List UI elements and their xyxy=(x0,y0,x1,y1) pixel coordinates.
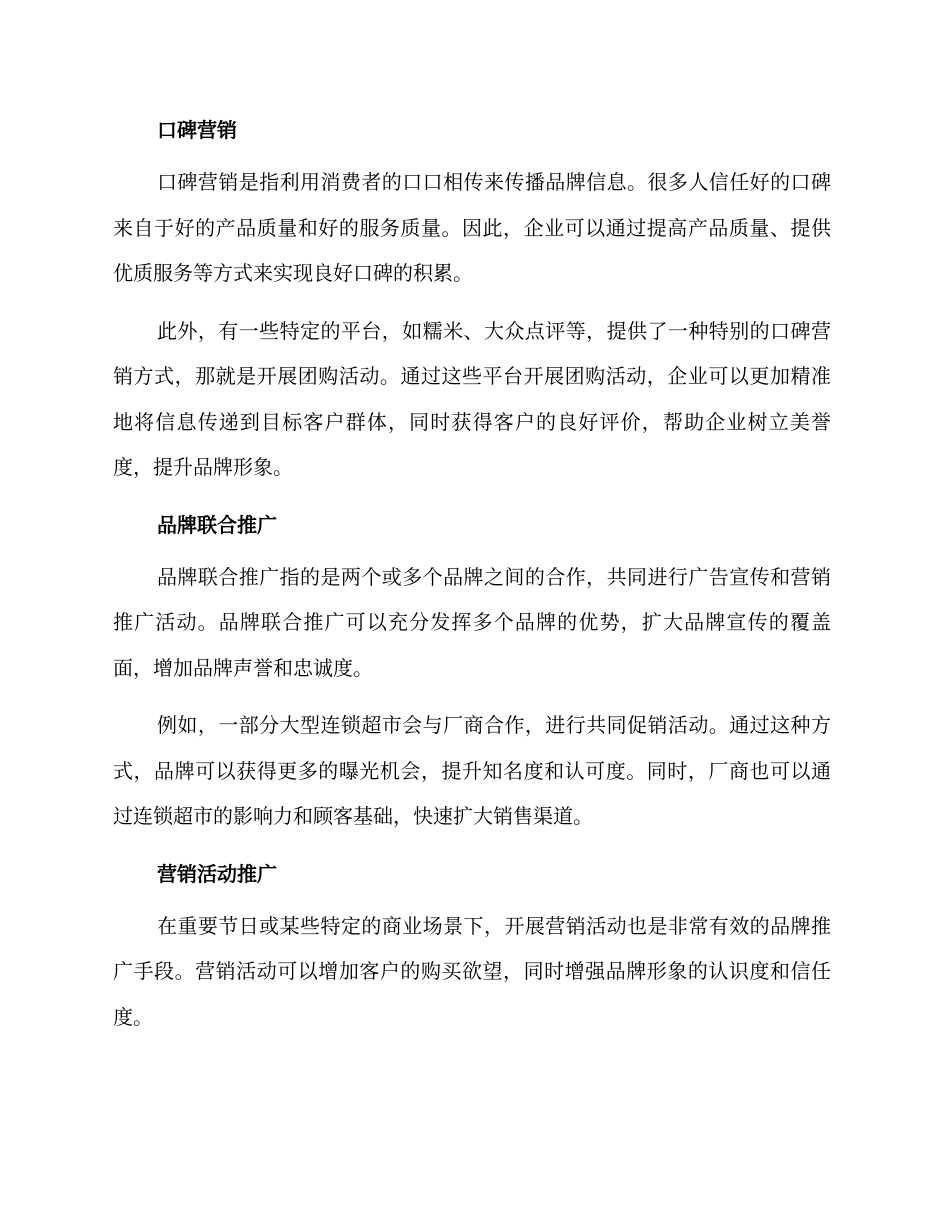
section-heading-word-of-mouth: 口碑营销 xyxy=(157,118,237,142)
section-heading-brand-co-promotion: 品牌联合推广 xyxy=(157,512,277,537)
paragraph: 例如，一部分大型连锁超市会与厂商合作，进行共同促销活动。通过这种方式，品牌可以获得更多的曝光机会，提升知名度和认可度。同时，厂商也可以通过连锁超市的影响力和顾客基础，快速扩大销售渠道。 xyxy=(113,713,831,828)
document-page xyxy=(113,108,831,1040)
paragraph: 口碑营销是指利用消费者的口口相传来传播品牌信息。很多人信任好的口碑来自于好的产品质量和好的服务质量。因此，企业可以通过提高产品质量、提供优质服务等方式来实现良好口碑的积累。 xyxy=(113,170,831,285)
section-heading-marketing-events: 营销活动推广 xyxy=(157,861,277,886)
paragraph: 此外，有一些特定的平台，如糯米、大众点评等，提供了一种特别的口碑营销方式，那就是开展团购活动。通过这些平台开展团购活动，企业可以更加精准地将信息传递到目标客户群体，同时获得客户的良好评价，帮助企业树立美誉度，提升品牌形象。 xyxy=(113,318,831,479)
paragraph: 在重要节日或某些特定的商业场景下，开展营销活动也是非常有效的品牌推广手段。营销活动可以增加客户的购买欲望，同时增强品牌形象的认识度和信任度。 xyxy=(113,913,831,1029)
paragraph: 品牌联合推广指的是两个或多个品牌之间的合作，共同进行广告宣传和营销推广活动。品牌联合推广可以充分发挥多个品牌的优势，扩大品牌宣传的覆盖面，增加品牌声誉和忠诚度。 xyxy=(113,564,831,680)
